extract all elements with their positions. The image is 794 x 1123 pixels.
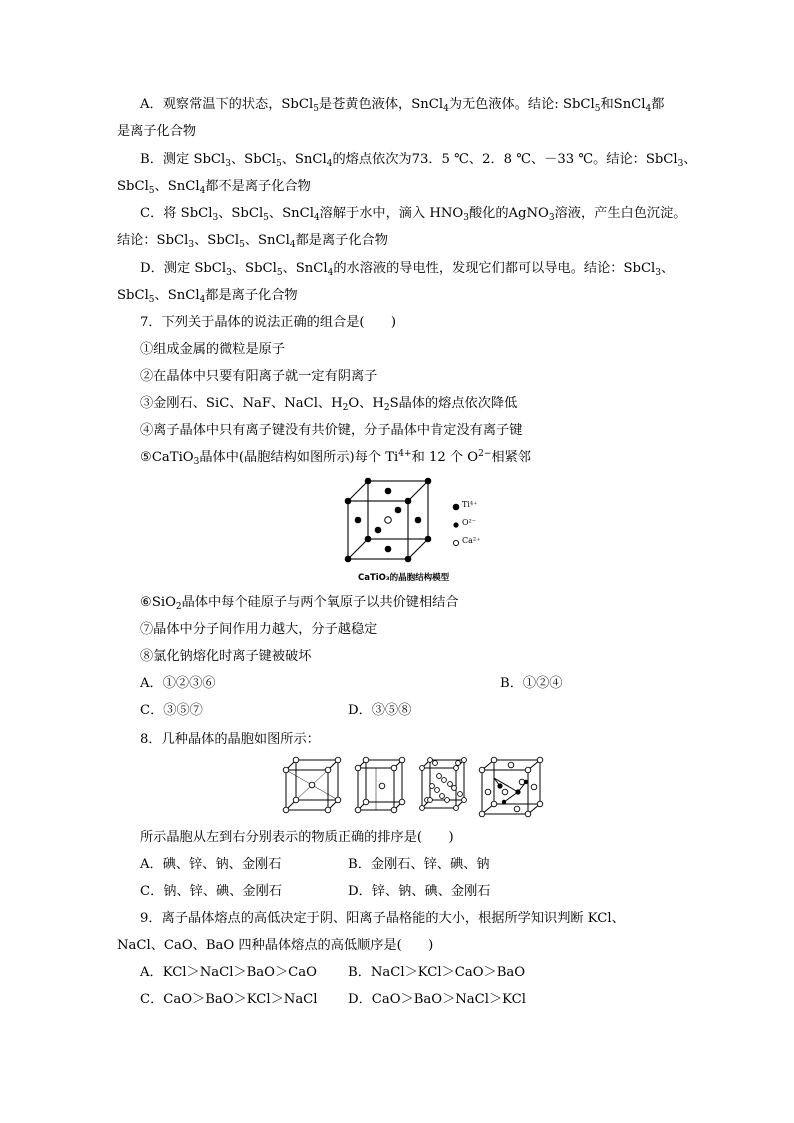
q7-item-4: ④离子晶体中只有离子键没有共价键，分子晶体中肯定没有离子键 <box>140 423 523 438</box>
q8-stem: 8．几种晶体的晶胞如图所示： <box>140 732 320 747</box>
q6-option-a-cont: 是离子化合物 <box>117 124 197 139</box>
q9-option-d: D．CaO＞BaO＞NaCl＞KCl <box>348 992 526 1007</box>
q7-item-6: ⑥SiO$_2$晶体中每个硅原子与两个氧原子以共价键相结合 <box>140 595 459 612</box>
q9-stem: 9．离子晶体熔点的高低决定于阴、阳离子晶格能的大小，根据所学知识判断 KCl、 <box>140 911 625 926</box>
q6-option-c-cont: 结论：SbCl$_3$、SbCl$_5$、SnCl$_4$都是离子化合物 <box>117 233 388 250</box>
q7-option-a: A．①②③⑥ <box>140 676 216 691</box>
legend-o: O²⁻ <box>462 518 476 527</box>
q7-option-b: B．①②④ <box>500 676 563 691</box>
q7-item-3: ③金刚石、SiC、NaF、NaCl、$H_2O$、$H_2S$晶体的熔点依次降低 <box>140 396 518 413</box>
legend-ca: Ca²⁺ <box>462 536 481 545</box>
q8-crystal-cells-figure <box>282 756 544 818</box>
q7-item-1: ①组成金属的微粒是原子 <box>140 342 286 357</box>
q8-question: 所示晶胞从左到右分别表示的物质正确的排序是( ) <box>140 830 454 845</box>
q8-option-a: A．碘、锌、钠、金刚石 <box>140 857 282 872</box>
figure-caption: CaTiO₃的晶胞结构模型 <box>358 573 450 583</box>
catio3-unit-cell-diagram <box>338 473 488 585</box>
catio3-figure <box>338 473 488 585</box>
crystal-cells-diagram <box>282 756 544 818</box>
q9-stem-cont: NaCl、CaO、BaO 四种晶体熔点的高低顺序是( ) <box>117 938 434 953</box>
q9-option-c: C．CaO＞BaO＞KCl＞NaCl <box>140 992 318 1007</box>
q7-item-5: ⑤CaTiO$_3$晶体中(晶胞结构如图所示)每个 $Ti^{4+}$和 12 个 $O^{2-}$相紧邻 <box>140 449 531 467</box>
q7-option-d: D．③⑤⑧ <box>348 703 412 718</box>
q8-option-c: C．钠、锌、碘、金刚石 <box>140 884 282 899</box>
q6-option-d: D．测定 SbCl$_3$、SbCl$_5$、SnCl$_4$的水溶液的导电性，发现它们都可以导电。结论：SbCl$_3$、 <box>140 261 675 278</box>
q6-option-d-cont: SbCl$_5$、SnCl$_4$都是离子化合物 <box>117 288 298 305</box>
q6-option-a: A．观察常温下的状态，SbCl$_5$是苍黄色液体，SnCl$_4$为无色液体。结论: SbCl$_5$和SnCl$_4$都 <box>140 97 665 114</box>
legend-ti: Ti⁴⁺ <box>462 500 478 509</box>
q7-option-c: C．③⑤⑦ <box>140 703 203 718</box>
q8-option-d: D．锌、钠、碘、金刚石 <box>348 884 491 899</box>
q9-option-a: A．KCl＞NaCl＞BaO＞CaO <box>140 965 317 980</box>
q8-option-b: B．金刚石、锌、碘、钠 <box>348 857 490 872</box>
q6-option-c: C．将 SbCl$_3$、SbCl$_5$、SnCl$_4$溶解于水中，滴入 $HNO_3$酸化的AgNO$_3$溶液，产生白色沉淀。 <box>140 206 687 223</box>
q6-option-b-cont: SbCl$_5$、SnCl$_4$都不是离子化合物 <box>117 179 311 196</box>
q7-item-7: ⑦晶体中分子间作用力越大，分子越稳定 <box>140 622 378 637</box>
q6-option-b: B．测定 SbCl$_3$、SbCl$_5$、SnCl$_4$的熔点依次为73．5 ℃、2．8 ℃、－33 ℃。结论：SbCl$_3$、 <box>140 152 697 169</box>
q7-stem: 7．下列关于晶体的说法正确的组合是( ) <box>140 315 397 330</box>
q7-item-8: ⑧氯化钠熔化时离子键被破坏 <box>140 649 312 664</box>
q9-option-b: B．NaCl＞KCl＞CaO＞BaO <box>348 965 526 980</box>
q7-item-2: ②在晶体中只要有阳离子就一定有阴离子 <box>140 369 378 384</box>
